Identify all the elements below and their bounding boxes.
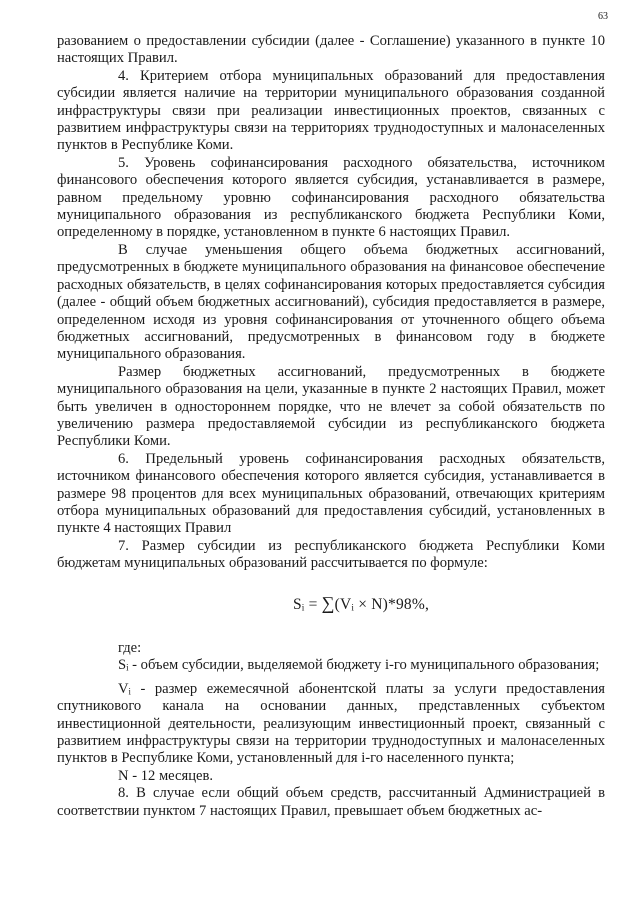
formula-rhs: (Vᵢ × N)*98%, xyxy=(334,595,430,613)
subsidy-formula xyxy=(57,592,605,613)
definition-s: Sᵢ - объем субсидии, выделяемой бюджету i-го муниципального образования; xyxy=(118,657,600,674)
paragraph-6: 6. Предельный уровень софинансирования расходных обязательств, источником финансового обеспечения которого является субсидия, устанавливается в размере 98 процентов для всех муниципальных образований, отвечающих критериям отбора муниципальных образований для предоставления субсидий, установленных в пункте 4 настоящих Правил xyxy=(57,450,605,537)
definition-v: Vᵢ - размер ежемесячной абонентской платы за услуги предоставления спутникового канала на основании данных, представленных субъектом инвестиционной деятельности, реализующим инвестиционный проект, связанный с развитием инфраструктуры связи на территории труднодоступных и малонаселенных пунктов в Республике Коми, установленный для i-го населенного пункта; xyxy=(57,680,605,767)
where-label: где: xyxy=(118,640,142,656)
paragraph-5-increase: Размер бюджетных ассигнований, предусмотренных в бюджете муниципального образования на цели, указанные в пункте 2 настоящих Правил, может быть увеличен в одностороннем порядке, что не влечет за собой обязательств по увеличению размера предоставляемой субсидии из республиканского бюджета Республики Коми. xyxy=(57,363,605,450)
formula-lhs: Sᵢ = xyxy=(292,595,318,613)
definition-n: N - 12 месяцев. xyxy=(118,767,214,784)
sum-symbol: ∑ xyxy=(321,592,335,613)
paragraph-7: 7. Размер субсидии из республиканского бюджета Республики Коми бюджетам муниципальных образований рассчитывается по формуле: xyxy=(57,537,605,572)
paragraph-8: 8. В случае если общий объем средств, рассчитанный Администрацией в соответствии пунктом 7 настоящих Правил, превышает объем бюджетных ас- xyxy=(57,785,605,819)
page-number: 63 xyxy=(598,11,608,22)
paragraph-5-reduction: В случае уменьшения общего объема бюджетных ассигнований, предусмотренных в бюджете муниципального образования на финансовое обеспечение расходных обязательств, в целях софинансирования которых предоставляется субсидия (далее - общий объем бюджетных ассигнований), субсидия предоставляется в размере, определенном исходя из уровня софинансирования от уточненного общего объема бюджетных ассигнований, предусмотренных в финансовом году в бюджете муниципального образования. xyxy=(57,241,605,363)
document-body xyxy=(57,33,605,820)
paragraph-4: 4. Критерием отбора муниципальных образований для предоставления субсидии является наличие на территории муниципального образования созданной инфраструктуры связи при реализации инвестиционных проектов, связанных с развитием инфраструктуры связи на территориях труднодоступных и малонаселенных пунктов в Республике Коми. xyxy=(57,67,605,154)
paragraph-5: 5. Уровень софинансирования расходного обязательства, источником финансового обеспечения которого является субсидия, устанавливается в размере, равном предельному уровню софинансирования расходного обязательства муниципального образования из республиканского бюджета Республики Коми, определенному в порядке, установленном в пункте 6 настоящих Правил. xyxy=(57,154,605,241)
paragraph-continuation: разованием о предоставлении субсидии (далее - Соглашение) указанного в пункте 10 настоящих Правил. xyxy=(57,33,605,67)
